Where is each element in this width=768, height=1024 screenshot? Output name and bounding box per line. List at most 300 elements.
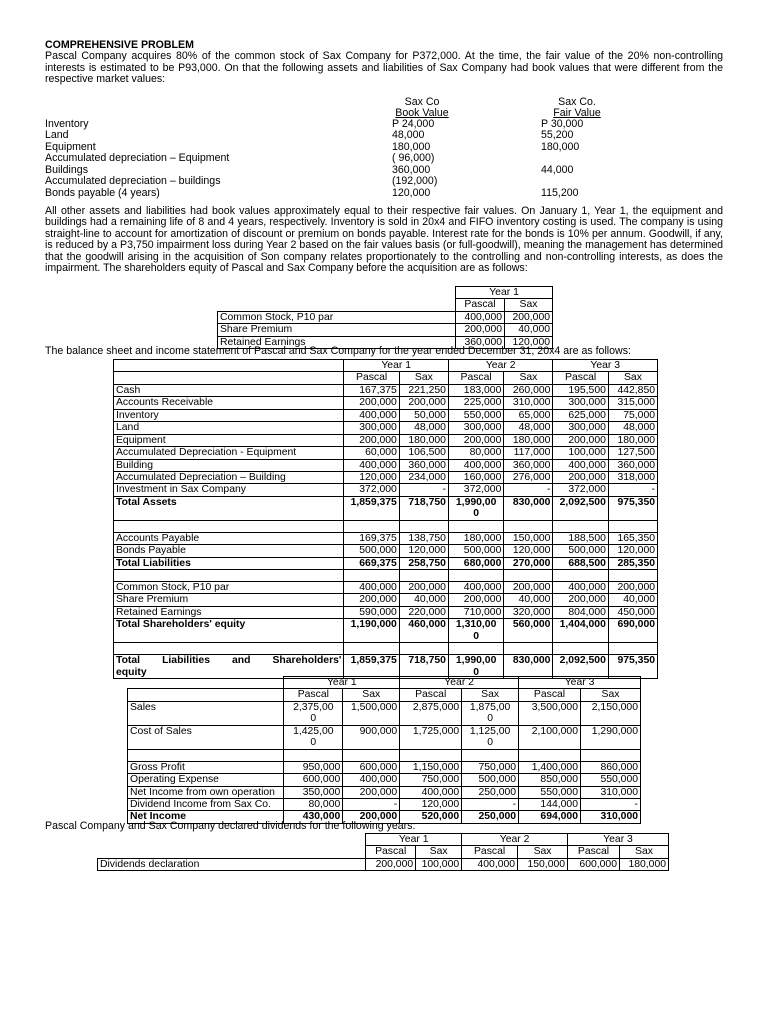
row-label: Common Stock, P10 par: [218, 311, 456, 323]
cell: 200,000: [343, 786, 400, 798]
is-year-3: Year 3: [519, 677, 641, 689]
cell: 400,000: [462, 858, 518, 870]
is-row: [128, 798, 641, 810]
cell: 50,000: [399, 409, 448, 421]
bs-row: [114, 409, 658, 421]
bs-row: [114, 545, 658, 557]
cell: 120,000: [505, 336, 553, 348]
cell: 400,000: [400, 786, 462, 798]
cell: 200,000: [399, 397, 448, 409]
bs-row: [114, 557, 658, 569]
paragraph-2: All other assets and liabilities had book values approximately equal to their respective fair values. On January 1, Year 1, the equipment and buildings had a remaining life of 8 and 4 years, respectively. Inventory is sold in 20x4 and FIFO inventory costing is used. The company is using straight-line to account for amortization of discount or premium on bonds payable. Interest rate for the bonds is 10% per annum. Goodwill, if any, is reduced by a P3,750 impairment loss during Year 2 based on the fair values basis (or full-goodwill), meaning the management has determined that the goodwill arising in the acquisition of Son company relates proportionately to the controlling and non-controlling interests, as does the impairment. The shareholders equity of Pascal and Sax Company before the acquisition are as follows:: [45, 204, 723, 274]
bs-col-sax: Sax: [504, 372, 553, 384]
div-col-sax: Sax: [416, 846, 462, 858]
is-col-sax: Sax: [343, 689, 400, 701]
cell: 690,000: [608, 619, 657, 643]
cell: 1,400,000: [519, 761, 581, 773]
cell: 117,000: [504, 447, 553, 459]
row-label: Cost of Sales: [128, 725, 284, 749]
div-year-3: Year 3: [568, 834, 669, 846]
equity-col-sax: Sax: [505, 299, 553, 311]
bs-col-sax: Sax: [399, 372, 448, 384]
cell: 48,000: [504, 422, 553, 434]
empty-cell: [343, 749, 400, 761]
div-year-2: Year 2: [462, 834, 568, 846]
cell: 195,500: [553, 384, 608, 396]
empty-cell: [128, 749, 284, 761]
bs-row: [114, 655, 658, 679]
row-label: Net Income: [128, 811, 284, 823]
cell: 150,000: [518, 858, 568, 870]
cell: 318,000: [608, 471, 657, 483]
cell: 975,350: [608, 496, 657, 520]
cell: 500,000: [448, 545, 503, 557]
fv-fair-value: 55,200: [541, 129, 574, 142]
cell: 360,000: [504, 459, 553, 471]
cell: 48,000: [399, 422, 448, 434]
equity-col-pascal: Pascal: [456, 299, 505, 311]
bs-col-pascal: Pascal: [553, 372, 608, 384]
cell: 75,000: [608, 409, 657, 421]
cell: 169,375: [344, 532, 399, 544]
empty-cell: [114, 643, 344, 655]
cell: 300,000: [553, 397, 608, 409]
row-label: Accumulated Depreciation - Equipment: [114, 447, 344, 459]
cell: 360,000: [399, 459, 448, 471]
cell: 975,350: [608, 655, 657, 679]
row-label: Equipment: [114, 434, 344, 446]
div-col-pascal: Pascal: [568, 846, 620, 858]
div-col-sax: Sax: [518, 846, 568, 858]
row-label: Land: [114, 422, 344, 434]
cell: 180,000: [608, 434, 657, 446]
cell: 225,000: [448, 397, 503, 409]
fv-fair-value: 180,000: [541, 140, 580, 153]
fv-row-label: Inventory: [45, 117, 89, 130]
is-row: [128, 774, 641, 786]
cell: 680,000: [448, 557, 503, 569]
cell: 360,000: [608, 459, 657, 471]
empty-cell: [448, 570, 503, 582]
cell: 520,000: [400, 811, 462, 823]
fv-fair-value: 115,200: [541, 186, 579, 199]
cell: 804,000: [553, 606, 608, 618]
div-col-pascal: Pascal: [366, 846, 416, 858]
cell: 400,000: [344, 409, 399, 421]
cell: 200,000: [553, 594, 608, 606]
cell: 1,875,00 0: [462, 701, 519, 725]
bs-row: [114, 471, 658, 483]
row-label: Investment in Sax Company: [114, 484, 344, 496]
fv-book-value: 120,000: [392, 186, 431, 199]
cell: 100,000: [416, 858, 462, 870]
balance-sheet-intro: The balance sheet and income statement of Pascal and Sax Company for the year ended December 31, 20x4 are as follows:: [45, 345, 631, 357]
cell: 120,000: [399, 545, 448, 557]
cell: 625,000: [553, 409, 608, 421]
cell: 750,000: [400, 774, 462, 786]
cell: 120,000: [608, 545, 657, 557]
cell: 1,859,375: [344, 496, 399, 520]
bs-row: [114, 606, 658, 618]
cell: 310,000: [504, 397, 553, 409]
cell: 80,000: [448, 447, 503, 459]
bs-row: [114, 384, 658, 396]
cell: 669,375: [344, 557, 399, 569]
cell: 1,310,00 0: [448, 619, 503, 643]
document-title: COMPREHENSIVE PROBLEM: [45, 39, 194, 51]
cell: 400,000: [553, 459, 608, 471]
row-label: Operating Expense: [128, 774, 284, 786]
spacer-row: [114, 643, 658, 655]
row-label: Dividends declaration: [98, 858, 366, 870]
is-row: [128, 761, 641, 773]
cell: 200,000: [553, 434, 608, 446]
empty-cell: [608, 570, 657, 582]
row-label: Gross Profit: [128, 761, 284, 773]
intro-paragraph: Pascal Company acquires 80% of the common stock of Sax Company for P372,000. At the time, the fair value of the 20% non-controlling interests is estimated to be P93,000. On that the following assets and liabilities of Sax Company had book values that were different from the respective market values:: [45, 50, 723, 86]
empty-cell: [344, 570, 399, 582]
cell: 500,000: [344, 545, 399, 557]
row-label: Bonds Payable: [114, 545, 344, 557]
cell: 2,150,000: [580, 701, 640, 725]
cell: 200,000: [553, 471, 608, 483]
cell: 315,000: [608, 397, 657, 409]
cell: 260,000: [504, 384, 553, 396]
empty-cell: [400, 749, 462, 761]
is-col-sax: Sax: [580, 689, 640, 701]
spacer-row: [114, 570, 658, 582]
cell: 144,000: [519, 798, 581, 810]
cell: 590,000: [344, 606, 399, 618]
bs-row: [114, 496, 658, 520]
cell: 1,404,000: [553, 619, 608, 643]
income-statement-table: [127, 676, 641, 824]
cell: 200,000: [344, 594, 399, 606]
bs-col-sax: Sax: [608, 372, 657, 384]
cell: 600,000: [284, 774, 343, 786]
cell: 442,850: [608, 384, 657, 396]
row-label: Total Assets: [114, 496, 344, 520]
cell: 430,000: [284, 811, 343, 823]
cell: 250,000: [462, 811, 519, 823]
row-label: Inventory: [114, 409, 344, 421]
is-col-pascal: Pascal: [519, 689, 581, 701]
cell: 220,000: [399, 606, 448, 618]
cell: 200,000: [343, 811, 400, 823]
empty-cell: [399, 520, 448, 532]
cell: 1,859,375: [344, 655, 399, 679]
is-col-pascal: Pascal: [284, 689, 343, 701]
fv-book-value: 180,000: [392, 140, 431, 153]
fv-row-label: Buildings: [45, 163, 88, 176]
cell: 180,000: [504, 434, 553, 446]
cell: 400,000: [448, 459, 503, 471]
empty-cell: [580, 749, 640, 761]
empty-cell: [553, 643, 608, 655]
cell: 450,000: [608, 606, 657, 618]
fv-fair-value: P 30,000: [541, 117, 584, 130]
cell: 400,000: [344, 582, 399, 594]
row-label: Common Stock, P10 par: [114, 582, 344, 594]
cell: 860,000: [580, 761, 640, 773]
bs-row: [114, 619, 658, 643]
bs-year-1: Year 1: [344, 360, 449, 372]
equity-row: [218, 311, 553, 323]
cell: 285,350: [608, 557, 657, 569]
cell: 400,000: [553, 582, 608, 594]
row-label: Net Income from own operation: [128, 786, 284, 798]
book-value-header-2: Book Value: [395, 106, 449, 119]
cell: 40,000: [504, 594, 553, 606]
is-row: [128, 701, 641, 725]
bs-row: [114, 582, 658, 594]
equity-row: [218, 324, 553, 336]
empty-cell: [608, 643, 657, 655]
cell: 160,000: [448, 471, 503, 483]
cell: 180,000: [399, 434, 448, 446]
row-label: Dividend Income from Sax Co.: [128, 798, 284, 810]
fv-book-value: 360,000: [392, 163, 431, 176]
bs-row: [114, 594, 658, 606]
is-row: [128, 725, 641, 749]
cell: 550,000: [580, 774, 640, 786]
cell: 1,725,000: [400, 725, 462, 749]
cell: 900,000: [343, 725, 400, 749]
fair-value-header-1: Sax Co.: [558, 95, 596, 108]
cell: 200,000: [344, 434, 399, 446]
empty-cell: [448, 520, 503, 532]
row-label: Share Premium: [114, 594, 344, 606]
row-label: Accumulated Depreciation – Building: [114, 471, 344, 483]
cell: 200,000: [366, 858, 416, 870]
fv-book-value: (192,000): [392, 175, 438, 188]
cell: 2,375,00 0: [284, 701, 343, 725]
cell: 2,092,500: [553, 496, 608, 520]
cell: 1,190,000: [344, 619, 399, 643]
cell: 48,000: [608, 422, 657, 434]
cell: 718,750: [399, 655, 448, 679]
cell: 80,000: [284, 798, 343, 810]
cell: 200,000: [505, 311, 553, 323]
fair-value-table: [45, 95, 723, 199]
cell: 2,092,500: [553, 655, 608, 679]
cell: 710,000: [448, 606, 503, 618]
document-page: [45, 40, 723, 274]
cell: 2,875,000: [400, 701, 462, 725]
empty-cell: [399, 643, 448, 655]
cell: 500,000: [462, 774, 519, 786]
cell: 200,000: [448, 594, 503, 606]
cell: 60,000: [344, 447, 399, 459]
empty-cell: [504, 643, 553, 655]
bs-col-pascal: Pascal: [344, 372, 399, 384]
cell: 200,000: [344, 397, 399, 409]
cell: 3,500,000: [519, 701, 581, 725]
cell: -: [608, 484, 657, 496]
cell: 183,000: [448, 384, 503, 396]
cell: 120,000: [504, 545, 553, 557]
cell: -: [343, 798, 400, 810]
row-label: Retained Earnings: [218, 336, 456, 348]
cell: 688,500: [553, 557, 608, 569]
row-label: Accounts Receivable: [114, 397, 344, 409]
bs-row: [114, 459, 658, 471]
cell: 310,000: [580, 786, 640, 798]
cell: 750,000: [462, 761, 519, 773]
cell: 188,500: [553, 532, 608, 544]
cell: 40,000: [399, 594, 448, 606]
cell: 360,000: [456, 336, 505, 348]
cell: 1,290,000: [580, 725, 640, 749]
empty-cell: [399, 570, 448, 582]
cell: 600,000: [343, 761, 400, 773]
cell: 40,000: [505, 324, 553, 336]
cell: 718,750: [399, 496, 448, 520]
bs-col-pascal: Pascal: [448, 372, 503, 384]
cell: 950,000: [284, 761, 343, 773]
cell: 300,000: [448, 422, 503, 434]
cell: 127,500: [608, 447, 657, 459]
row-label: Share Premium: [218, 324, 456, 336]
empty-cell: [344, 520, 399, 532]
spacer-row: [128, 749, 641, 761]
cell: 830,000: [504, 496, 553, 520]
empty-cell: [504, 520, 553, 532]
cell: -: [504, 484, 553, 496]
cell: 850,000: [519, 774, 581, 786]
cell: 400,000: [456, 311, 505, 323]
row-label: Total Liabilities: [114, 557, 344, 569]
is-year-1: Year 1: [284, 677, 400, 689]
cell: 65,000: [504, 409, 553, 421]
cell: 372,000: [553, 484, 608, 496]
cell: 40,000: [608, 594, 657, 606]
bs-row: [114, 434, 658, 446]
empty-cell: [608, 520, 657, 532]
div-year-1: Year 1: [366, 834, 462, 846]
cell: 120,000: [400, 798, 462, 810]
row-label: Building: [114, 459, 344, 471]
cell: 200,000: [456, 324, 505, 336]
is-col-sax: Sax: [462, 689, 519, 701]
cell: 460,000: [399, 619, 448, 643]
cell: 830,000: [504, 655, 553, 679]
cell: 270,000: [504, 557, 553, 569]
cell: 372,000: [448, 484, 503, 496]
fv-fair-value: 44,000: [541, 163, 574, 176]
cell: 167,375: [344, 384, 399, 396]
cell: 1,990,00 0: [448, 655, 503, 679]
cell: 200,000: [448, 434, 503, 446]
cell: 300,000: [553, 422, 608, 434]
empty-cell: [344, 643, 399, 655]
fv-book-value: ( 96,000): [392, 152, 435, 165]
cell: 300,000: [344, 422, 399, 434]
fv-row-label: Bonds payable (4 years): [45, 186, 160, 199]
cell: 250,000: [462, 786, 519, 798]
is-year-2: Year 2: [400, 677, 519, 689]
empty-cell: [448, 643, 503, 655]
empty-cell: [284, 749, 343, 761]
fv-row-label: Land: [45, 129, 69, 142]
fv-row-label: Equipment: [45, 140, 96, 153]
bs-row: [114, 532, 658, 544]
row-label: Retained Earnings: [114, 606, 344, 618]
fv-row-label: Accumulated depreciation – Equipment: [45, 152, 230, 165]
empty-cell: [114, 520, 344, 532]
bs-row: [114, 422, 658, 434]
spacer-row: [114, 520, 658, 532]
cell: 221,250: [399, 384, 448, 396]
bs-row: [114, 484, 658, 496]
cell: 138,750: [399, 532, 448, 544]
row-label: Total Liabilities and Shareholders' equity: [114, 655, 344, 679]
cell: 234,000: [399, 471, 448, 483]
cell: 200,000: [504, 582, 553, 594]
cell: -: [580, 798, 640, 810]
dividends-table: [97, 833, 669, 871]
bs-year-3: Year 3: [553, 360, 658, 372]
cell: 400,000: [448, 582, 503, 594]
balance-sheet-table: [113, 359, 658, 679]
cell: 258,750: [399, 557, 448, 569]
row-label: Cash: [114, 384, 344, 396]
cell: 600,000: [568, 858, 620, 870]
is-col-pascal: Pascal: [400, 689, 462, 701]
empty-cell: [519, 749, 581, 761]
cell: 165,350: [608, 532, 657, 544]
empty-cell: [114, 570, 344, 582]
div-col-pascal: Pascal: [462, 846, 518, 858]
cell: 1,500,000: [343, 701, 400, 725]
bs-year-2: Year 2: [448, 360, 553, 372]
row-label: Sales: [128, 701, 284, 725]
empty-cell: [553, 570, 608, 582]
cell: 1,990,00 0: [448, 496, 503, 520]
cell: 106,500: [399, 447, 448, 459]
dividends-intro: Pascal Company and Sax Company declared dividends for the following years:: [45, 820, 416, 832]
cell: 400,000: [344, 459, 399, 471]
cell: 500,000: [553, 545, 608, 557]
cell: 180,000: [448, 532, 503, 544]
row-label: Accounts Payable: [114, 532, 344, 544]
fv-row-label: Accumulated depreciation – buildings: [45, 175, 221, 188]
empty-cell: [504, 570, 553, 582]
cell: 150,000: [504, 532, 553, 544]
cell: -: [462, 798, 519, 810]
cell: 120,000: [344, 471, 399, 483]
cell: 372,000: [344, 484, 399, 496]
equity-year-header: Year 1: [456, 287, 553, 299]
row-label: Total Shareholders' equity: [114, 619, 344, 643]
book-value-header-1: Sax Co: [404, 95, 440, 108]
equity-table: [217, 286, 553, 349]
cell: 560,000: [504, 619, 553, 643]
cell: 694,000: [519, 811, 581, 823]
div-col-sax: Sax: [619, 846, 668, 858]
cell: 200,000: [399, 582, 448, 594]
bs-row: [114, 447, 658, 459]
cell: 180,000: [619, 858, 668, 870]
cell: 550,000: [519, 786, 581, 798]
cell: 350,000: [284, 786, 343, 798]
cell: 1,150,000: [400, 761, 462, 773]
fv-book-value: 48,000: [392, 129, 425, 142]
empty-cell: [462, 749, 519, 761]
empty-cell: [553, 520, 608, 532]
cell: 200,000: [608, 582, 657, 594]
bs-row: [114, 397, 658, 409]
